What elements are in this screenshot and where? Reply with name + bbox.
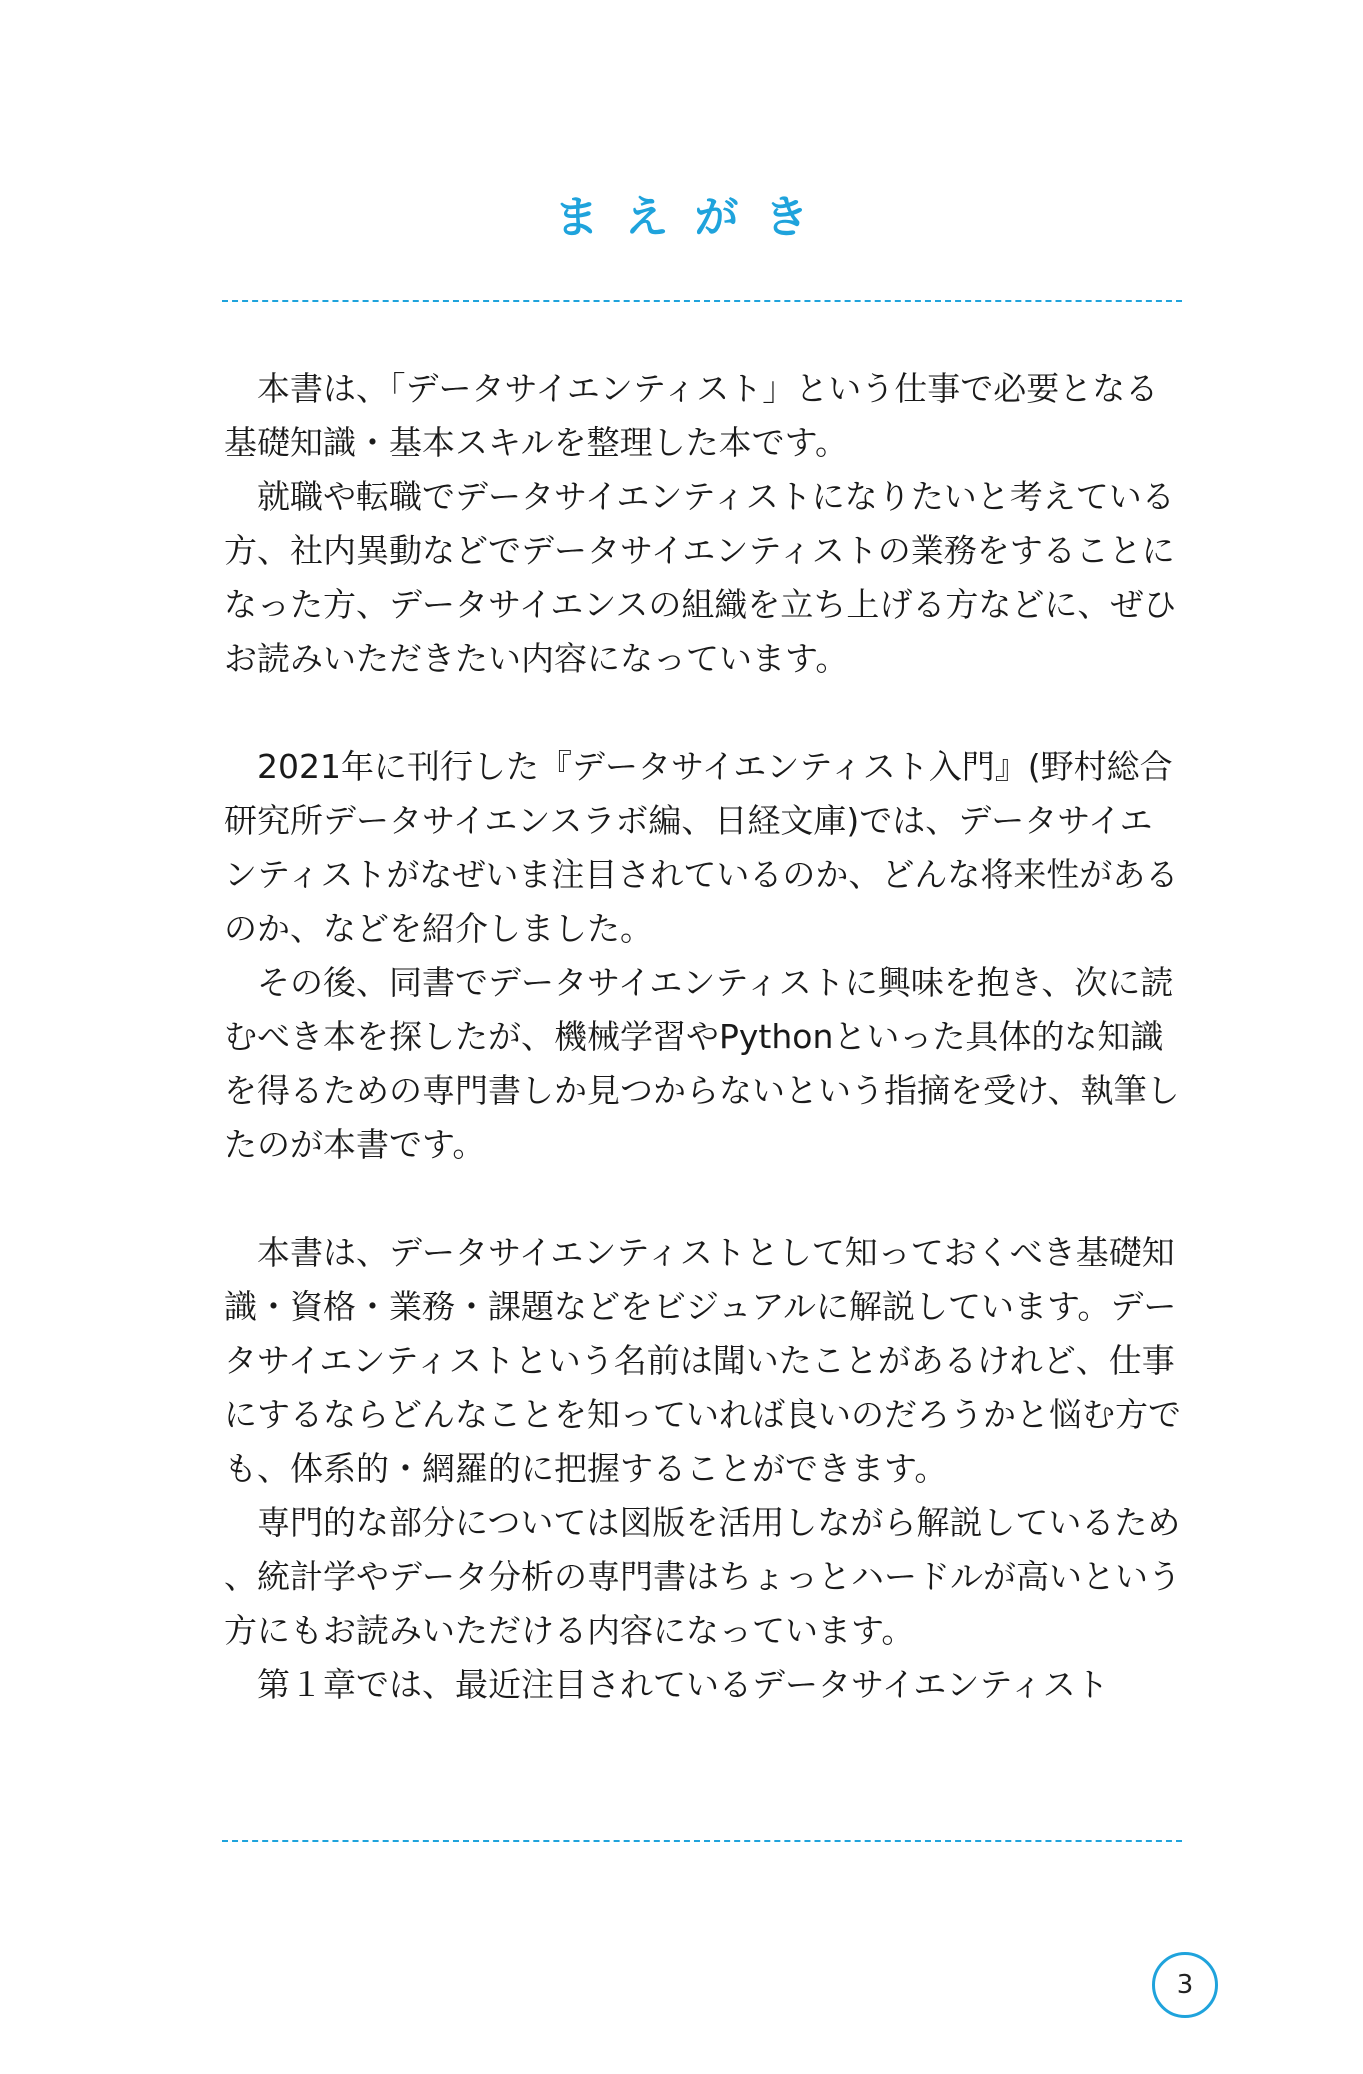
body-text (224, 362, 1184, 1712)
page-title: まえがき (554, 192, 835, 243)
paragraph: 第１章では、最近注目されているデータサイエンティスト (257, 1665, 1109, 1704)
top-divider (222, 300, 1182, 302)
paragraph: 専門的な部分については図版を活用しながら解説しているため、統計学やデータ分析の専門書はちょっとハードルが高いという方にもお読みいただける内容になっています。 (224, 1503, 1181, 1650)
page-number: 3 (1152, 1952, 1218, 2018)
paragraph: 本書は、「データサイエンティスト」という仕事で必要となる基礎知識・基本スキルを整理した本です。 (224, 369, 1159, 462)
paragraph: 就職や転職でデータサイエンティストになりたいと考えている方、社内異動などでデータサイエンティストの業務をすることになった方、データサイエンスの組織を立ち上げる方などに、ぜひお読みいただきたい内容になっています。 (224, 477, 1177, 678)
paragraph-gap (224, 686, 1184, 740)
paragraph: その後、同書でデータサイエンティストに興味を抱き、次に読むべき本を探したが、機械学習やPythonといった具体的な知識を得るための専門書しか見つからないという指摘を受け、執筆したのが本書です。 (224, 963, 1180, 1164)
paragraph: 2021年に刊行した『データサイエンティスト入門』(野村総合研究所データサイエンスラボ編、日経文庫)では、データサイエンティストがなぜいま注目されているのか、どんな将来性があるのか、などを紹介しました。 (224, 747, 1179, 948)
paragraph: 本書は、データサイエンティストとして知っておくべき基礎知識・資格・業務・課題などをビジュアルに解説しています。データサイエンティストという名前は聞いたことがあるけれど、仕事にするならどんなことを知っていれば良いのだろうかと悩む方でも、体系的・網羅的に把握することができます。 (224, 1233, 1181, 1488)
paragraph-gap (224, 1172, 1184, 1226)
bottom-divider (222, 1840, 1182, 1842)
